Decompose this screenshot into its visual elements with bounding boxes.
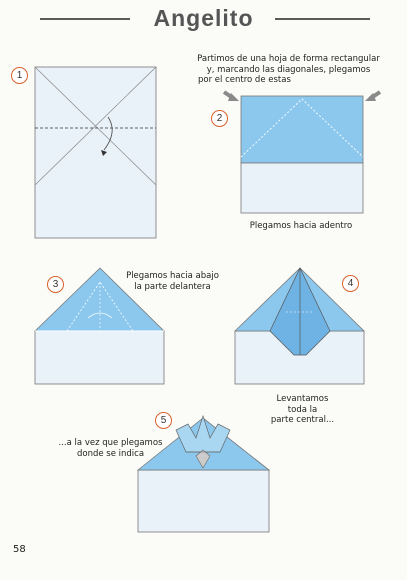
step-3-caption [120,271,225,292]
step-2-caption [196,54,381,86]
caption-line: Partimos de una hoja de forma rectangular [197,54,380,64]
caption-line: por el centro de estas [198,75,291,85]
caption-line: la parte delantera [134,281,211,292]
caption-line: Levantamos [276,394,329,404]
caption-line: donde se indica [76,448,145,459]
step-5-caption [53,438,168,459]
step2-sheet [224,92,380,213]
caption-line: Plegamos hacia abajo [126,271,219,281]
step-2-number: 2 [211,110,228,127]
step-4-number: 4 [342,275,359,292]
step1-sheet [35,67,156,238]
caption-line: Plegamos hacia adentro [249,221,353,231]
caption-line: y, marcando las diagonales, plegamos [206,64,371,75]
step-2-caption-below [236,221,366,232]
step5-sheet [138,416,269,532]
page-title: Angelito [153,5,254,31]
caption-line: ...a la vez que plegamos [58,438,163,448]
step-5-number: 5 [155,412,172,429]
page-number: 58 [13,544,26,555]
step-4-caption [260,394,345,426]
step-3-number: 3 [47,276,64,293]
caption-line: toda la [287,404,318,415]
step-1-number: 1 [11,67,28,84]
caption-line: parte central... [270,415,335,425]
